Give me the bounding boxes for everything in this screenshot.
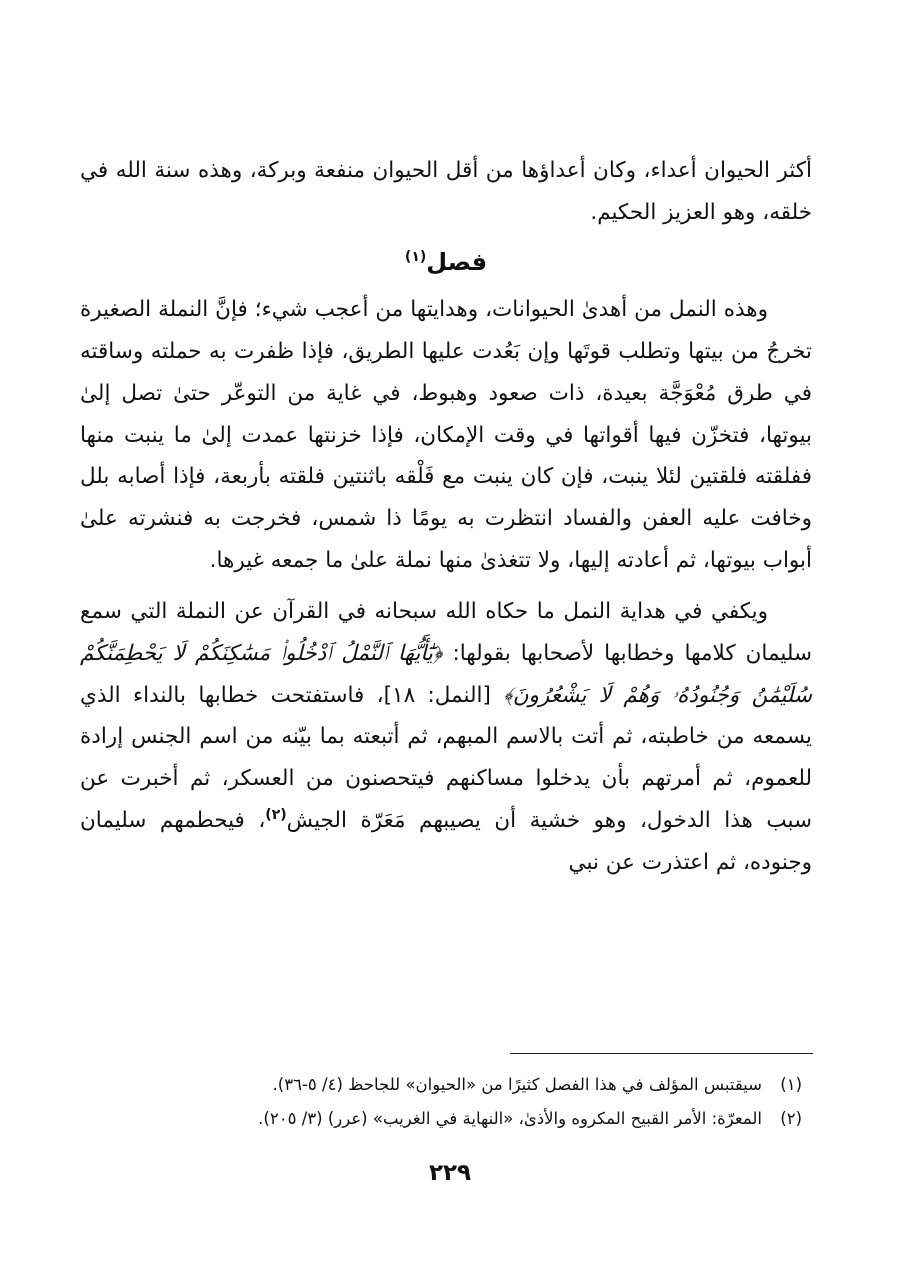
footnotes (102, 1068, 802, 1136)
footnote-2-text: المعرّة: الأمر القبيح المكروه والأذىٰ، «النهاية في الغريب» (عرر) (٣/ ٢٠٥). (258, 1109, 762, 1128)
section-heading-title: فصل (426, 248, 488, 277)
footnote-1 (102, 1068, 802, 1102)
quran-reference: [النمل: ١٨] (383, 682, 504, 708)
footnote-1-number: (١) (780, 1075, 802, 1094)
paragraph-2-commentary: ، فاستفتحت خطابها بالنداء الذي يسمعه من خاطبته، ثم أتت بالاسم المبهم، ثم أتبعته بما بيّنه من اسم الجنس إرادة للعموم، ثم أمرتهم بأن يدخلوا مساكنهم فيتحصنون من العسكر، ثم أخبرت عن سبب هذا الدخول، وهو خشية أن يصيبهم مَعَرّة الجيش (80, 682, 812, 833)
intro-text: أكثر الحيوان أعداء، وكان أعداؤها من أقل الحيوان منفعة وبركة، وهذه سنة الله في خلقه، وهو العزيز الحكيم. (80, 158, 812, 225)
paragraph-2-ending: ، فيحطمهم سليمان وجنوده، ثم اعتذرت عن نبي (80, 807, 812, 875)
paragraph-1: وهذه النمل من أهدىٰ الحيوانات، وهدايتها من أعجب شيء؛ فإنَّ النملة الصغيرة تخرجُ من بيتها وتطلب قوتَها وإن بَعُدت عليها الطريق، فإذا ظفرت به حملته وساقته في طرق مُعْوَجَّة بعيدة، ذات صعود وهبوط، في غاية من التوعّر حتىٰ تصل إلىٰ بيوتها، فتخزّن فيها أقواتها في وقت الإمكان، فإذا خزنتها عمدت إلىٰ ما ينبت منها ففلقته فلقتين لئلا ينبت، فإن كان ينبت مع فَلْقه باثنتين فلقته بأربعة، فإذا أصابه بلل وخافت عليه العفن والفساد انتظرت به يومًا ذا شمس، فخرجت به فنشرته علىٰ أبواب بيوتها، ثم أعادته إليها، ولا تتغذىٰ منها نملة علىٰ ما جمعه غيرها. (80, 297, 812, 573)
paragraph-2-footnote-ref: (٢) (265, 806, 287, 823)
paragraph-2 (80, 591, 812, 883)
footnote-2-number: (٢) (780, 1109, 802, 1128)
section-heading (80, 245, 812, 279)
quran-quote: ﴿يَٰٓأَيُّهَا ٱلنَّمْلُ ٱدْخُلُوا۟ مَسَٰكِنَكُمْ لَا يَحْطِمَنَّكُمْ سُلَيْمَٰنُ وَجُنُودُهُۥ وَهُمْ لَا يَشْعُرُونَ﴾ (80, 641, 813, 708)
footnote-1-text: سيقتبس المؤلف في هذا الفصل كثيرًا من «الحيوان» للجاحظ (٤/ ٥-٣٦). (272, 1075, 762, 1094)
footnote-2 (102, 1102, 802, 1136)
paragraph-2-opening: ويكفي في هداية النمل ما حكاه الله سبحانه في القرآن عن النملة التي سمع سليمان كلامها وخطابها لأصحابها بقولها: (80, 599, 812, 667)
footnote-divider (510, 1053, 813, 1054)
section-heading-footnote-ref: (١) (404, 249, 427, 266)
page-number: ٢٢٩ (428, 1160, 472, 1186)
page-body (80, 150, 812, 883)
